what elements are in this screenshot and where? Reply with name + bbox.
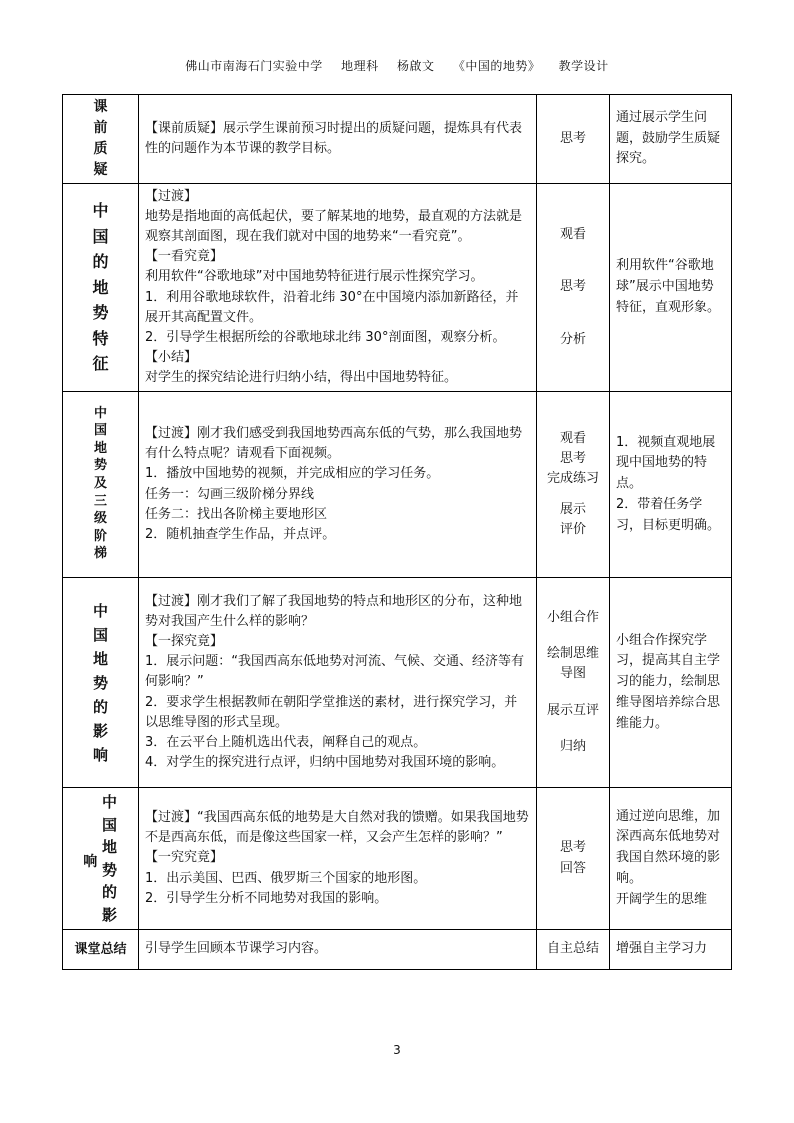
activity-cell: 小组合作 绘制思维导图 展示互评 归纳 xyxy=(537,578,610,788)
activity-cell: 观看 思考 完成练习 展示 评价 xyxy=(537,392,610,578)
intent-cell: 增强自主学习力 xyxy=(610,930,732,970)
content-cell: 【过渡】 地势是指地面的高低起伏，要了解某地的地势，最直观的方法就是观察其剖面图，现在我们就对中国的地势来“一看究竟”。 【一看究竟】 利用软件“谷歌地球”对中国地势特征进行展示性探究学习。 1．利用谷歌地球软件，沿着北纬 30°在中国境内添加新路径，并展开其高配置文件。 2．引导学生根据所绘的谷歌地球北纬 30°剖面图，观察分析。 【小结】 对学生的探究结论进行归纳小结，得出中国地势特征。 xyxy=(139,184,537,392)
header-lesson: 《中国的地势》 xyxy=(452,59,541,73)
section-label: 课堂总结 xyxy=(63,930,139,970)
section-label: 中国地势及三级阶梯 xyxy=(63,392,139,578)
content-cell: 引导学生回顾本节课学习内容。 xyxy=(139,930,537,970)
header-author: 杨啟文 xyxy=(396,59,435,73)
content-cell: 【过渡】“我国西高东低的地势是大自然对我的馈赠。如果我国地势不是西高东低，而是像这些国家一样，又会产生怎样的影响？” 【一究究竟】 1．出示美国、巴西、俄罗斯三个国家的地形图。 2．引导学生分析不同地势对我国的影响。 xyxy=(139,788,537,930)
page-number: 3 xyxy=(393,1043,401,1057)
header-doc-type: 教学设计 xyxy=(558,59,609,73)
activity-cell: 思考 回答 xyxy=(537,788,610,930)
page-header xyxy=(0,57,794,74)
table-row xyxy=(63,392,732,578)
intent-cell: 1．视频直观地展现中国地势的特点。 2．带着任务学习，目标更明确。 xyxy=(610,392,732,578)
section-label: 中国地势的影响 xyxy=(63,578,139,788)
content-cell: 【过渡】刚才我们了解了我国地势的特点和地形区的分布，这种地势对我国产生什么样的影响？ 【一探究竟】 1．展示问题：“我国西高东低地势对河流、气候、交通、经济等有何影响？” 2．要求学生根据教师在朝阳学堂推送的素材，进行探究学习，并以思维导图的形式呈现。 3．在云平台上随机选出代表，阐释自己的观点。 4．对学生的探究进行点评，归纳中国地势对我国环境的影响。 xyxy=(139,578,537,788)
table-row xyxy=(63,788,732,930)
intent-cell: 利用软件“谷歌地球”展示中国地势特征，直观形象。 xyxy=(610,184,732,392)
intent-cell: 通过逆向思维，加深西高东低地势对我国自然环境的影响。 开阔学生的思维 xyxy=(610,788,732,930)
activity-cell: 思考 xyxy=(537,95,610,184)
section-label: 响 中国地势的影 xyxy=(63,788,139,930)
lesson-plan-table xyxy=(62,94,732,970)
section-label: 中国的地势特征 xyxy=(63,184,139,392)
table-row xyxy=(63,930,732,970)
table-row xyxy=(63,184,732,392)
intent-cell: 小组合作探究学习，提高其自主学习的能力，绘制思维导图培养综合思维能力。 xyxy=(610,578,732,788)
header-subject: 地理科 xyxy=(341,59,379,73)
content-cell: 【过渡】刚才我们感受到我国地势西高东低的气势，那么我国地势有什么特点呢？请观看下面视频。 1．播放中国地势的视频，并完成相应的学习任务。 任务一：勾画三级阶梯分界线 任务二：找出各阶梯主要地形区 2．随机抽查学生作品，并点评。 xyxy=(139,392,537,578)
activity-cell: 观看 思考 分析 xyxy=(537,184,610,392)
content-cell: 【课前质疑】展示学生课前预习时提出的质疑问题，提炼具有代表性的问题作为本节课的教学目标。 xyxy=(139,95,537,184)
intent-cell: 通过展示学生问题，鼓励学生质疑探究。 xyxy=(610,95,732,184)
header-school: 佛山市南海石门实验中学 xyxy=(185,59,323,73)
table-row xyxy=(63,95,732,184)
activity-cell: 自主总结 xyxy=(537,930,610,970)
table-row xyxy=(63,578,732,788)
section-label: 课前质疑 xyxy=(63,95,139,184)
